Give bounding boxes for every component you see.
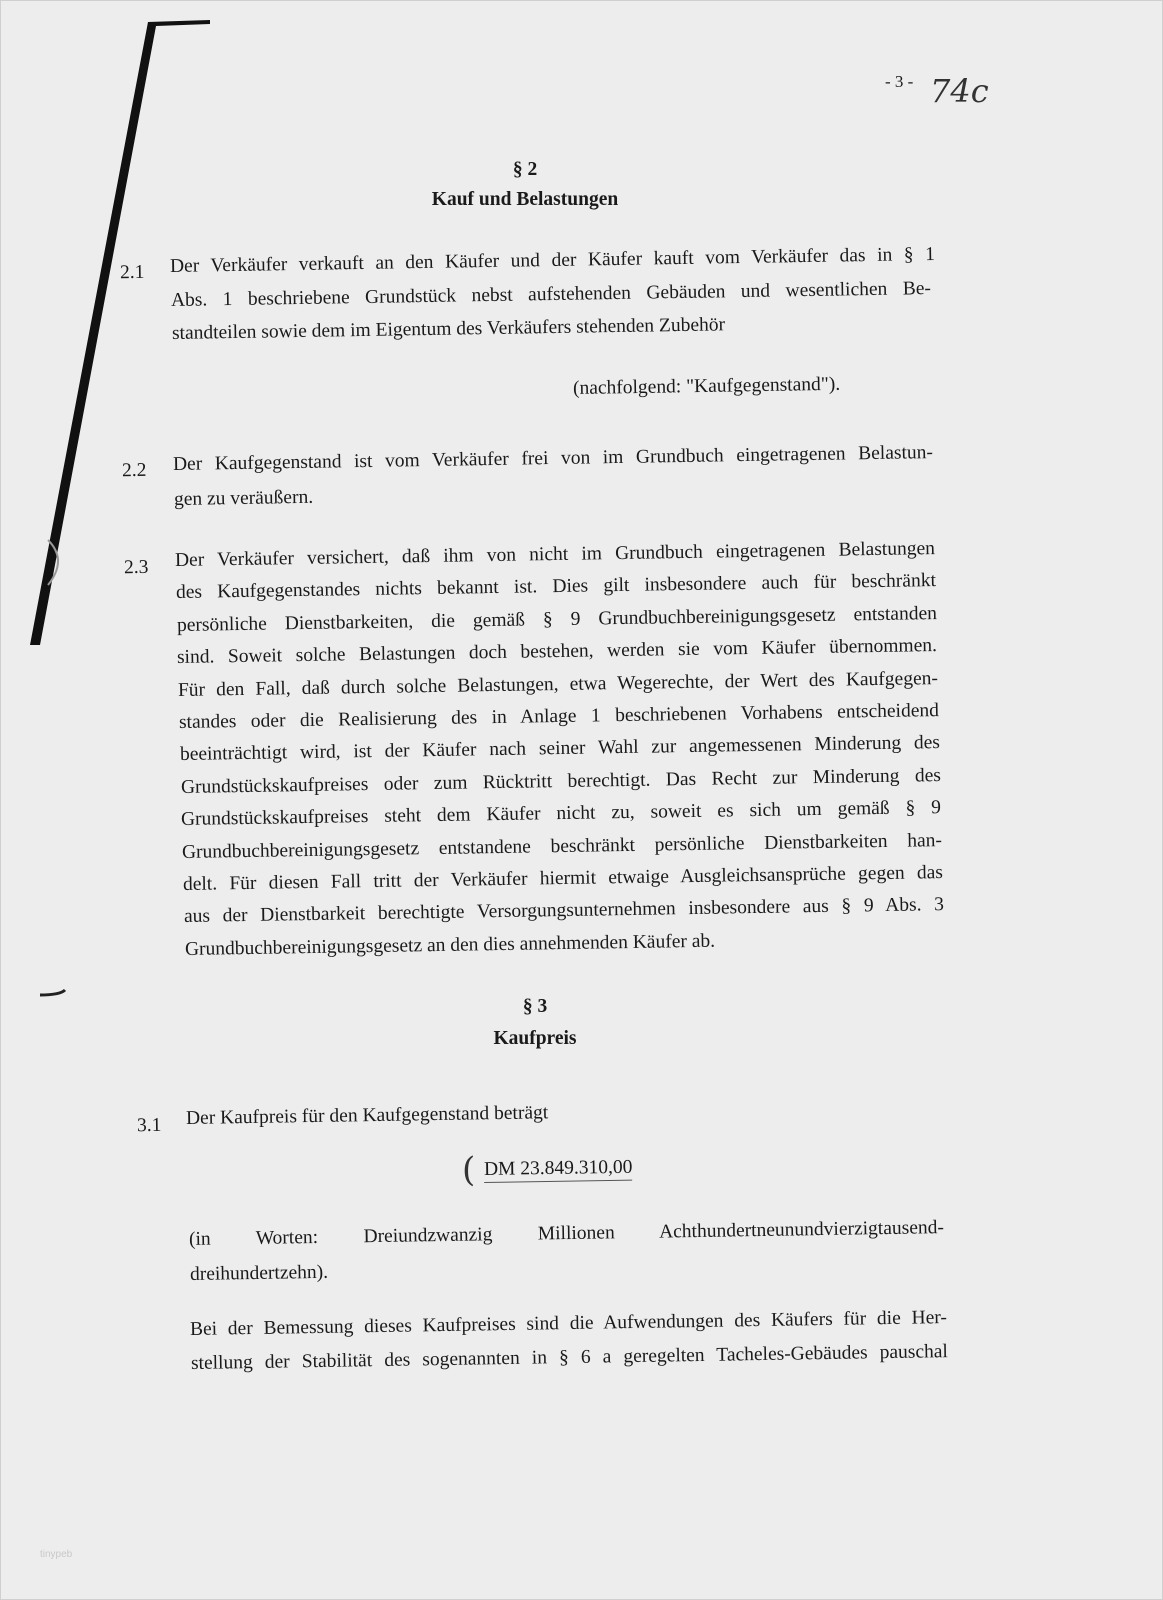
section-3-title: Kaufpreis [493, 1028, 577, 1049]
clause-2-1-tail: (nachfolgend: "Kaufgegenstand"). [572, 373, 841, 399]
clause-2-3-line: persönliche Dienstbarkeiten, die gemäß § 9 Grundbuchbereinigungsgesetz entstanden [176, 602, 937, 636]
clause-label: 3.1 [136, 1114, 162, 1137]
page-number: - 3 - [885, 72, 914, 91]
pricing-paragraph-line: stellung der Stabilität des sogenannten in § 6 a geregelten Tacheles-Gebäudes pauschal [190, 1341, 949, 1374]
watermark: tinypeb [40, 1549, 73, 1560]
clause-2-1-line: standteilen sowie dem im Eigentum des Verkäufers stehenden Zubehör [171, 314, 726, 344]
clause-2-3-line: Grundstückskaufpreises steht dem Käufer nicht zu, soweit es sich um gemäß § 9 [181, 797, 942, 831]
section-2-title: Kauf und Belastungen [431, 189, 619, 210]
handwritten-note: 74c [930, 72, 989, 110]
handwritten-bracket: ( [462, 1150, 476, 1190]
clause-2-3-line: standes oder die Realisierung des in Anlage 1 beschriebenen Vorhabens entscheidend [178, 700, 940, 733]
clause-label: 2.1 [119, 261, 145, 284]
clause-2-3-line: delt. Für diesen Fall tritt der Verkäufer hiermit etwaige Ausgleichsansprüche gegen das [182, 862, 944, 895]
section-3-number: § 3 [522, 996, 548, 1017]
clause-2-3-line: sind. Soweit solche Belastungen doch bestehen, werden sie vom Käufer übernommen. [177, 635, 938, 669]
clause-3-1-intro: Der Kaufpreis für den Kaufgegenstand beträgt [185, 1102, 549, 1129]
section-2-number: § 2 [512, 159, 538, 180]
pricing-paragraph-line: Bei der Bemessung dieses Kaufpreises sind die Aufwendungen des Käufers für die Her- [189, 1307, 948, 1340]
clause-label: 2.3 [123, 556, 149, 579]
clause-2-3-line: aus der Dienstbarkeit berechtigte Versorgungsunternehmen insbesondere aus § 9 Abs. 3 [183, 894, 944, 928]
clause-2-2-line: Der Kaufgegenstand ist vom Verkäufer frei von im Grundbuch eingetragenen Belastun- [172, 442, 934, 475]
clause-2-3-line: Für den Fall, daß durch solche Belastungen, etwa Wegerechte, der Wert des Kaufgegen- [178, 667, 939, 701]
clause-2-3-line: des Kaufgegenstandes nichts bekannt ist. Dies gilt insbesondere auch für beschränkt [175, 570, 936, 604]
clause-2-3-line: Grundbuchbereinigungsgesetz entstandene beschränkt persönliche Dienstbarkeiten han- [182, 829, 943, 863]
amount-in-words-line: dreihundertzehn). [189, 1261, 329, 1285]
punch-hole-mark-2 [40, 990, 65, 995]
amount-in-words-line: (in Worten: Dreiundzwanzig Millionen Achthundertneunundvierzigtausend- [188, 1217, 945, 1250]
clause-2-1-line: Der Verkäufer verkauft an den Käufer und der Käufer kauft vom Verkäufer das in § 1 [169, 243, 936, 277]
clause-2-1-line: Abs. 1 beschriebene Grundstück nebst aufstehenden Gebäuden und wesentlichen Be- [170, 278, 932, 311]
clause-2-2-line: gen zu veräußern. [173, 486, 314, 510]
clause-2-3-line: Grundbuchbereinigungsgesetz an den dies annehmenden Käufer ab. [184, 930, 715, 960]
clause-2-3-line: Grundstückskaufpreises oder zum Rücktritt berechtigt. Das Recht zur Minderung des [180, 764, 941, 798]
clause-label: 2.2 [121, 459, 147, 482]
purchase-price-amount: DM 23.849.310,00 [484, 1156, 633, 1183]
clause-2-3-line: Der Verkäufer versichert, daß ihm von nicht im Grundbuch eingetragenen Belastungen [174, 538, 936, 571]
clause-2-3-line: beeinträchtigt wird, ist der Käufer nach seiner Wahl zur angemessenen Minderung des [179, 732, 940, 766]
